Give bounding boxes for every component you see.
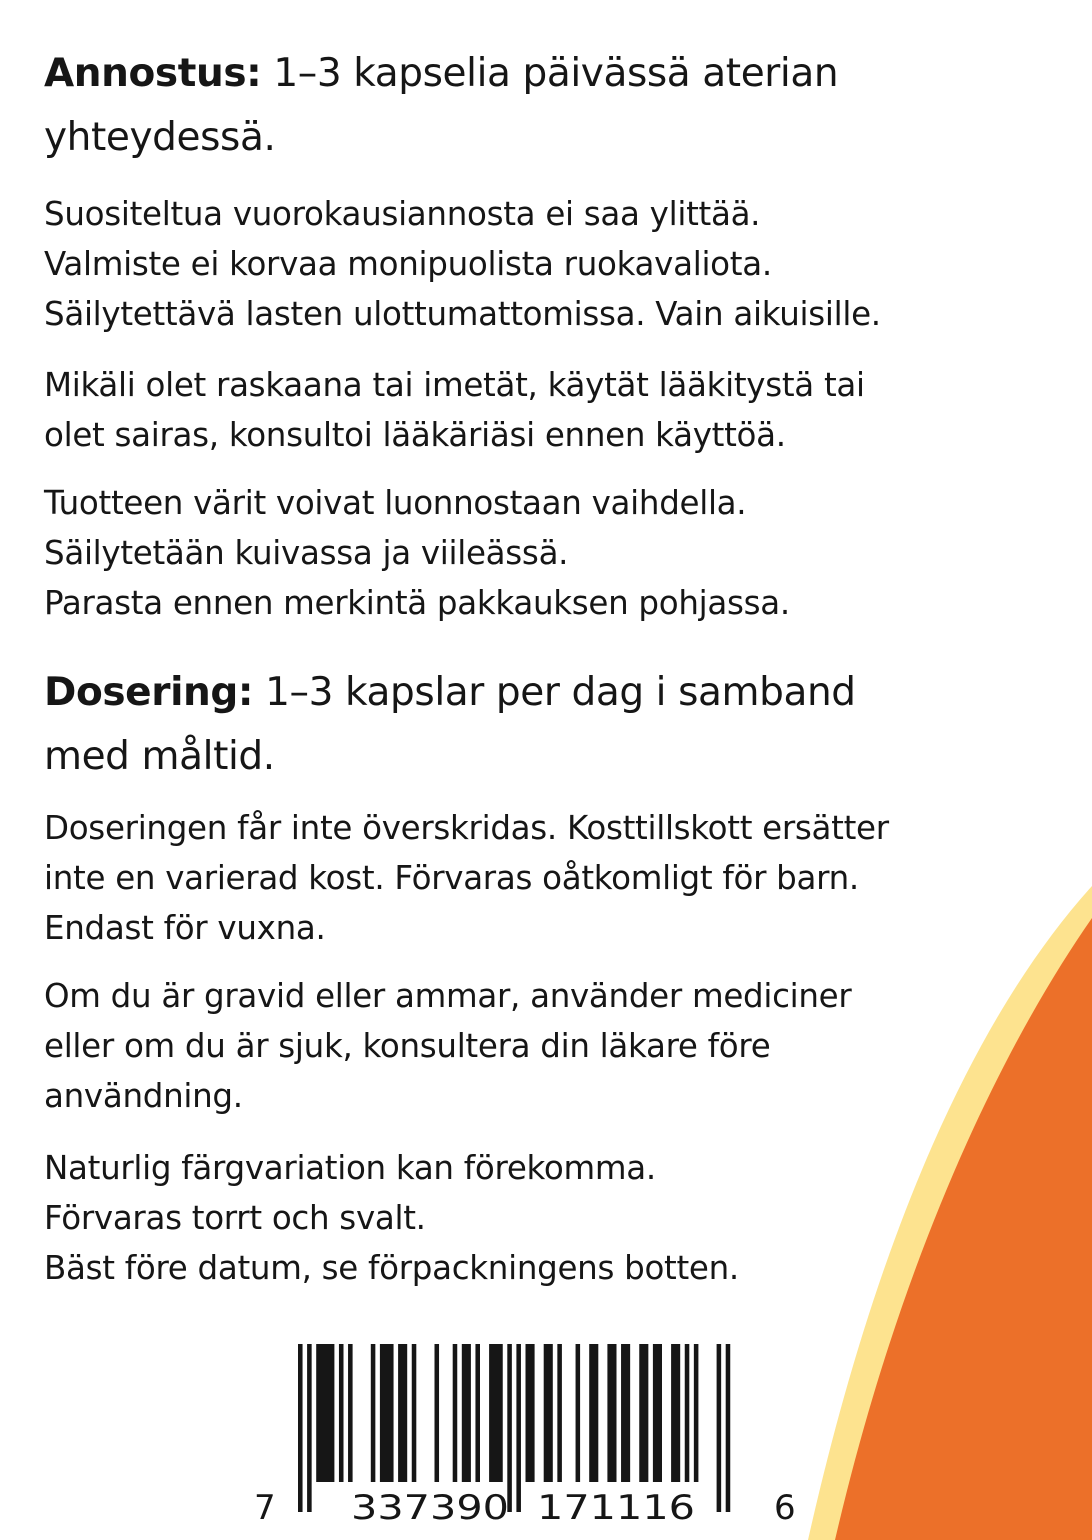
barcode-guard-bar: [717, 1344, 722, 1512]
sv-warning-line: inte en varierad kost. Förvaras oåtkomligt för barn.: [44, 859, 859, 897]
barcode-bar: [694, 1344, 699, 1482]
barcode-bar: [453, 1344, 458, 1482]
fi-warning-line: Säilytettävä lasten ulottumattomissa. Vain aikuisille.: [44, 295, 881, 333]
barcode-bar: [557, 1344, 562, 1482]
barcode-guard-bar: [726, 1344, 731, 1512]
barcode-bar: [589, 1344, 598, 1482]
fi-pregnancy-line: olet sairas, konsultoi lääkäriäsi ennen käyttöä.: [44, 416, 786, 454]
sv-storage-line: Bäst före datum, se förpackningens botten.: [44, 1249, 739, 1287]
barcode-bar: [685, 1344, 690, 1482]
sv-pregnancy-paragraph: [44, 971, 1074, 1121]
sv-dosage: [44, 661, 1004, 789]
fi-storage-paragraph: [44, 478, 1074, 628]
barcode-bar: [576, 1344, 581, 1482]
sv-dosage-text-line2: med måltid.: [44, 734, 275, 779]
fi-dosage: [44, 42, 1004, 170]
barcode-bar: [462, 1344, 471, 1482]
barcode-bar: [607, 1344, 616, 1482]
barcode-bar: [339, 1344, 344, 1482]
fi-storage-line: Säilytetään kuivassa ja viileässä.: [44, 534, 569, 572]
barcode-bar: [639, 1344, 648, 1482]
fi-warning-line: Suositeltua vuorokausiannosta ei saa ylittää.: [44, 195, 761, 233]
sv-pregnancy-line: användning.: [44, 1077, 243, 1115]
fi-storage-line: Parasta ennen merkintä pakkauksen pohjassa.: [44, 584, 790, 622]
barcode-guard-bar: [507, 1344, 512, 1512]
ean-barcode: [250, 1336, 810, 1526]
fi-dosage-text-line2: yhteydessä.: [44, 115, 276, 160]
sv-storage-line: Förvaras torrt och svalt.: [44, 1199, 426, 1237]
fi-dosage-text-line1: 1–3 kapselia päivässä aterian: [273, 51, 839, 96]
barcode-digits-left: 337390: [351, 1488, 509, 1526]
fi-pregnancy-line: Mikäli olet raskaana tai imetät, käytät lääkitystä tai: [44, 366, 865, 404]
fi-pregnancy-paragraph: [44, 360, 1074, 460]
fi-storage-line: Tuotteen värit voivat luonnostaan vaihdella.: [44, 484, 747, 522]
barcode-digit-last: 6: [774, 1488, 796, 1526]
barcode-bar: [412, 1344, 417, 1482]
barcode-bar: [653, 1344, 662, 1482]
barcode-bar: [621, 1344, 630, 1482]
barcode-bar: [475, 1344, 480, 1482]
barcode-bar: [489, 1344, 503, 1482]
barcode-bar: [316, 1344, 334, 1482]
sv-storage-paragraph: [44, 1143, 1074, 1293]
sv-warning-line: Doseringen får inte överskridas. Kosttillskott ersätter: [44, 809, 889, 847]
sv-dosage-text-line1: 1–3 kapslar per dag i samband: [265, 670, 856, 715]
fi-dosage-label: Annostus:: [44, 51, 262, 96]
barcode-bar: [371, 1344, 376, 1482]
barcode-guard-bar: [516, 1344, 521, 1512]
barcode-digits-right: 171116: [537, 1488, 695, 1526]
sv-pregnancy-line: eller om du är sjuk, konsultera din läkare före: [44, 1027, 771, 1065]
barcode-bar: [671, 1344, 680, 1482]
sv-warning-line: Endast för vuxna.: [44, 909, 326, 947]
barcode-guard-bar: [298, 1344, 303, 1512]
barcode-bar: [348, 1344, 353, 1482]
barcode-digit-first: 7: [254, 1488, 276, 1526]
barcode-guard-bar: [307, 1344, 312, 1512]
fi-warnings-paragraph: [44, 189, 1074, 339]
sv-dosage-label: Dosering:: [44, 670, 254, 715]
barcode-bar: [544, 1344, 553, 1482]
barcode-bar: [380, 1344, 394, 1482]
barcode-bar: [435, 1344, 440, 1482]
barcode-bars: [298, 1344, 730, 1512]
sv-pregnancy-line: Om du är gravid eller ammar, använder mediciner: [44, 977, 852, 1015]
sv-storage-line: Naturlig färgvariation kan förekomma.: [44, 1149, 656, 1187]
barcode-bar: [526, 1344, 535, 1482]
fi-warning-line: Valmiste ei korvaa monipuolista ruokavaliota.: [44, 245, 772, 283]
barcode-bar: [398, 1344, 407, 1482]
sv-warnings-paragraph: [44, 803, 1074, 953]
